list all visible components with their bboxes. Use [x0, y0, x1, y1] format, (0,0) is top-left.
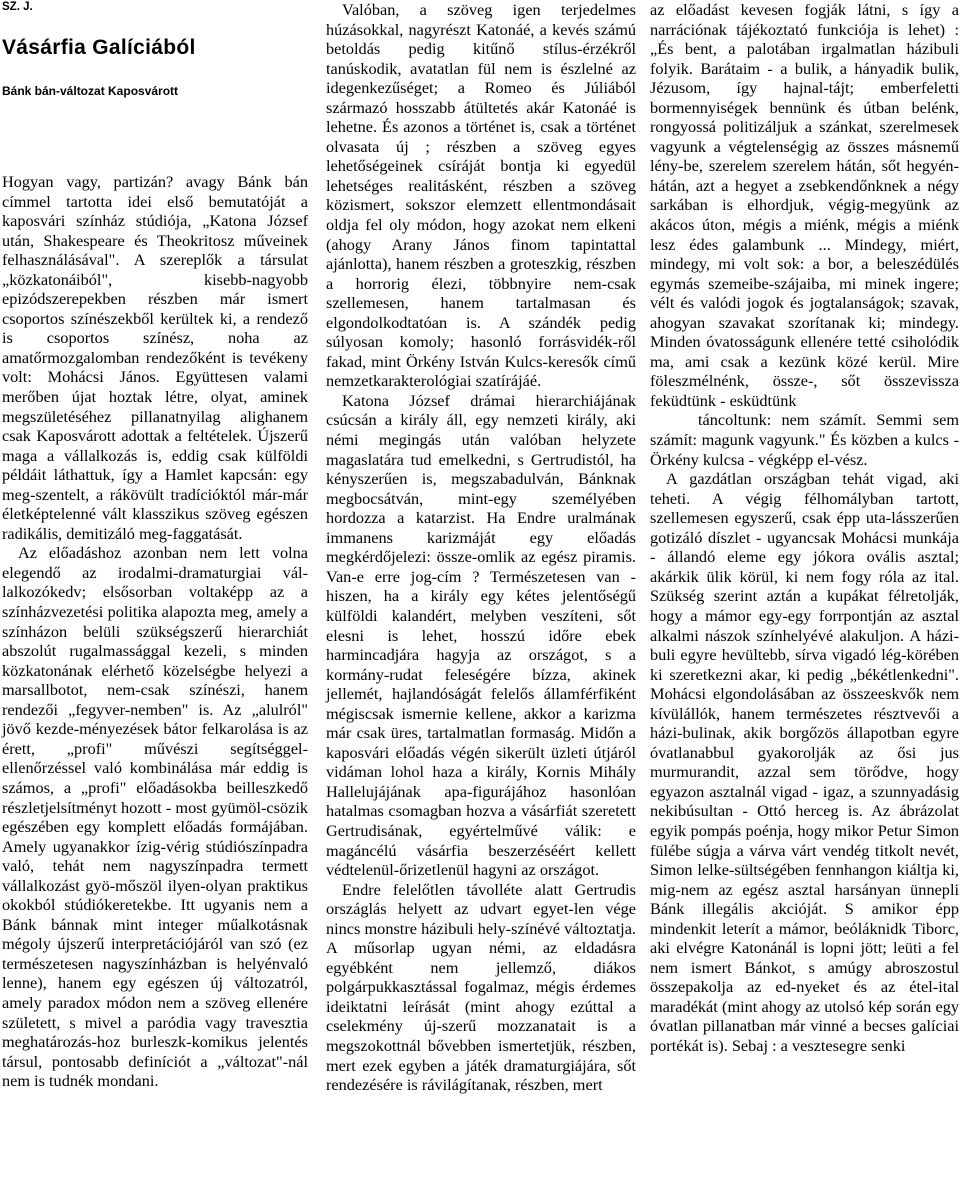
paragraph: Valóban, a szöveg igen terjedelmes húzásokkal, nagyrészt Katonáé, a kevés számú betoldás pedig kitűnő stílus-érzékről tanúskodik, avatatlan fül nem is észlelné az idegenkezűséget; a Romeo és Júliából származó hosszabb átültetés akár Katonáé is lehetne. És azonos a történet is, csak a történet olvasata új ; részben a szöveg egyes lehetőségeinek csíráját bontja ki egyedül lehetséges realitásként, részben a szöveg közismert, sokszor elemzett ellentmondásait oldja fel oly módon, hogy azokat nem elkeni (ahogy Arany János finom tapintattal ajánlotta), hanem részben a groteszkig, részben a horrorig élezi, többnyire nem-csak szellemesen, hanem tartalmasan és elgondolkodtatóan is. A szándék pedig súlyosan komoly; hasonló forrásvidék-ről fakad, mint Örkény István Kulcs-keresők című nemzetkarakterológiai szatírájáé. [326, 0, 636, 391]
paragraph: A gazdátlan országban tehát vigad, aki teheti. A végig félhomályban tartott, szellemesen egyszerű, csak épp uta-lásszerűen gotizáló díszlet - ugyancsak Mohácsi munkája - állandó eleme egy jókora ovális asztal; akárkik ülik körül, ki nem fogy róla az ital. Szükség szerint aztán a kupákat félretolják, hogy a mámor egy-egy forrpontján az asztal alkalmi nászok színhelyévé alakuljon. A házi-buli egyre hevültebb, sírva vigadó lég-körében ki szeretkezni akar, ki pedig „békétlenkedni". Mohácsi elgondolásában az összeeskvők nem kívülállók, hanem természetes résztvevői a házi-bulinak, akik borgőzös állapotban egyre óvatlanabbul gyakorolják az ősi jus murmurandit, azzal sem törődve, hogy egyazon asztalnál vigad - igaz, a szunnyadásig nekibúsultan - Ottó herceg is. Az ábrázolat egyik pompás poénja, hogy mikor Petur Simon fülébe súgja a várva várt vendég titkolt nevét, Simon lelke-sültségében fennhangon kiáltja ki, mig-nem az egész asztal harsányan ünnepli Bánk illegális akcióját. S amikor épp mindenkit leterít a mámor, beóláknidk Tiborc, aki elvégre Katonánál is lopni jött; leüti a fel nem ismert Bánkot, s amúgy abroszostul összepakolja az ed-nyeket és az étel-ital maradékát (mint ahogy az utolsó kép során egy óvatlan pillanatban már vinné a becses galíciai portékát is). Sebaj : a vesztesegre senki [650, 469, 959, 1055]
section-label: SZ. J. [2, 1, 33, 13]
paragraph: táncoltunk: nem számít. Semmi sem számít: magunk vagyunk." És közben a kulcs - Örkény kulcsa - végképp el-vész. [650, 410, 959, 469]
article-title: Vásárfia Galíciából [2, 36, 196, 59]
paragraph: az előadást kevesen fogják látni, s így a narrációnak tájékoztató funkciója is lehet) : „És bent, a palotában irgalmatlan házibuli folyik. Barátaim - a bulik, a hányadik bulik, Jézusom, így hajnal-tájt; emberfeletti bormennyiségek bennünk és útban belénk, rongyossá politizáljuk a szánkat, szerelmesek vagyunk a végtelenségig az összes másnemű lény-be, szerelem szerelem hátán, sőt hegyén-hátán, azt a hegyet a zsebkendőnknek a négy sarkában is elhordjuk, végig-megyünk az akácos úton, mégis a miénk, mégis a miénk lesz édes galambunk ... Mindegy, miért, mindegy, mi volt sok: a bor, a beleszédülés egymás szemeibe-szájaiba, mi minek ingere; vélt és valódi jogok és jogtalanságok; szavak, ahogyan szavakat szorítanak ki; mindegy. Minden óvatosságunk ellenére tetté csiholódik ma, ami csak a kezünk közé kerül. Mire föleszmélnénk, össze-, sőt összevissza feküdtünk - esküdtünk [650, 0, 959, 410]
article-column-3 [650, 0, 959, 1056]
article-subtitle: Bánk bán-változat Kaposvárott [2, 84, 179, 98]
article-column-1 [2, 0, 308, 1091]
paragraph: Hogyan vagy, partizán? avagy Bánk bán címmel tartotta idei első bemutatóját a kaposvári színház stúdiója, „Katona József után, Shakespeare és Theokritosz műveinek felhasználásával". A szereplők a társulat „közkatonáiból", kisebb-nagyobb epizódszerepekben részben már ismert csoportos színészekből kerültek ki, a rendező is csoportos színész, noha az amatőrmozgalomban rendezőként is tevékeny volt: Mohácsi János. Együttesen valami merőben újat hoztak létre, olyat, aminek megszületéséhez pillanatnyilag alighanem csak Kaposvárott adottak a feltételek. Újszerű maga a vállalkozás is, eddig csak külföldi példáit láthattuk, így a Hamlet kapcsán: egy meg-szentelt, a rákövült tradícióktól már-már életképtelenné vált klasszikus szöveg egészen radikális, demitizáló meg-faggatását. [2, 172, 308, 543]
paragraph: Az előadáshoz azonban nem lett volna elegendő az irodalmi-dramaturgiai vál-lalkozókedv; elsősorban voltaképp az a színházvezetési politika alapozta meg, amely a színházon belüli szükségszerű hierarchiát abszolút rugalmassággal kezeli, s minden közkatonának elérhető közelségbe helyezi a marsallbotot, nem-csak színészi, hanem rendezői „fegyver-nemben" is. Az „alulról" jövő kezde-ményezések bátor felkarolása is az érett, „profi" művészi segítséggel-ellenőrzéssel való kombinálása már eddig is számos, a „profi" előadásokba beilleszkedő részletjelsítményt hozott - most gyümöl-csözik egészében egy komplett előadás formájában. Amely ugyanakkor ízig-vérig stúdiószínpadra való, tehát nem nagyszínpadra termett vállalkozást gyö-mőszöl ilyen-olyan praktikus okokból stúdiókeretekbe. Itt ugyanis nem a Bánk bánnak mint integer műalkotásnak mégoly újszerű interpretációjáról van szó (ez természetesen nagyszínházban is helyénvaló lenne), hanem egy egészen új változatról, amely paradox módon nem a szöveg ellenére született, s mivel a paródia vagy travesztia meghatározás-hoz burleszk-komikus jelentés társul, pontosabb definíciót a „változat"-nál nem is tudnék mondani. [2, 543, 308, 1091]
paragraph: Endre felelőtlen távolléte alatt Gertrudis országlás helyett az udvart egyet-len vége nincs monstre házibuli hely-színévé változtatja. A műsorlap ugyan némi, az eldadásra egyébként nem jellemző, diákos polgárpukkasztással fogalmaz, mégis érdemes ideiktatni leírását (mint ahogy ezúttal a cselekmény új-szerű mozzanatait is a megszokottnál bővebben ismertetjük, részben, mert ezek egyben a játék dramaturgiájára, sőt rendezésére is rávilágítanak, részben, mert [326, 879, 636, 1095]
article-column-2 [326, 0, 636, 1095]
paragraph: Katona József drámai hierarchiájának csúcsán a király áll, egy nemzeti király, aki némi megingás után valóban helyzete magaslatára tud emelkedni, s Gertrudistól, ha kényszerűen is, megszabadulván, Bánknak megbocsátván, mint-egy személyében hordozza a katarzist. Ha Endre uralmának immanens karizmáját egy előadás megkérdőjelezi: össze-omlik az egész piramis. Van-e erre jog-cím ? Természetesen van - hiszen, ha a király egy kétes jelentőségű külföldi kalandért, melyben veszíteni, sőt elesni is lehet, hosszú időre ebek harmincadjára hagyja az országot, s a kormány-rudat feleségére bízza, akinek jellemét, hajlandóságát felelős államférfiként mégiscsak ismernie kellene, akkor a karizma már csak üres, tartalmatlan formaság. Midőn a kaposvári előadás végén sikerült üzleti útjáról vidáman lohol haza a király, Kornis Mihály Hallelujájának apa-figurájához hasonlóan hatalmas csomagban hozva a vásárfiát szeretett Gertrudisának, egyértelművé válik: e magáncélú vásárfia beszerzéséért kellett védtelenül-őrizetlenül hagyni az országot. [326, 390, 636, 880]
